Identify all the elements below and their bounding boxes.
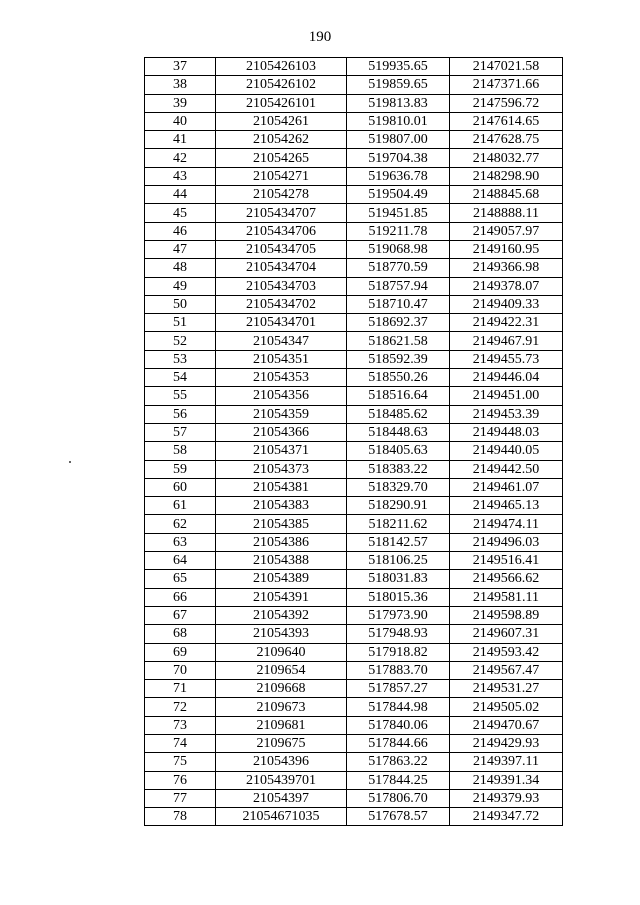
row-number-cell: 58 — [145, 442, 216, 460]
table-row — [145, 808, 563, 826]
table-row — [145, 789, 563, 807]
row-number-cell: 46 — [145, 222, 216, 240]
y-coordinate-cell: 2148032.77 — [450, 149, 563, 167]
y-coordinate-cell: 2149531.27 — [450, 680, 563, 698]
x-coordinate-cell: 517844.25 — [347, 771, 450, 789]
row-number-cell: 53 — [145, 350, 216, 368]
point-id-cell: 2109675 — [216, 734, 347, 752]
table-row — [145, 716, 563, 734]
table-row — [145, 588, 563, 606]
x-coordinate-cell: 517844.66 — [347, 734, 450, 752]
x-coordinate-cell: 518405.63 — [347, 442, 450, 460]
point-id-cell: 21054385 — [216, 515, 347, 533]
point-id-cell: 21054359 — [216, 405, 347, 423]
y-coordinate-cell: 2149429.93 — [450, 734, 563, 752]
x-coordinate-cell: 519504.49 — [347, 186, 450, 204]
x-coordinate-cell: 518757.94 — [347, 277, 450, 295]
point-id-cell: 2109654 — [216, 661, 347, 679]
x-coordinate-cell: 518211.62 — [347, 515, 450, 533]
point-id-cell: 21054262 — [216, 131, 347, 149]
point-id-cell: 21054396 — [216, 753, 347, 771]
row-number-cell: 56 — [145, 405, 216, 423]
y-coordinate-cell: 2147021.58 — [450, 58, 563, 76]
point-id-cell: 2105434702 — [216, 295, 347, 313]
row-number-cell: 71 — [145, 680, 216, 698]
row-number-cell: 59 — [145, 460, 216, 478]
table-row — [145, 533, 563, 551]
table-row — [145, 58, 563, 76]
y-coordinate-cell: 2149598.89 — [450, 606, 563, 624]
y-coordinate-cell: 2149593.42 — [450, 643, 563, 661]
point-id-cell: 21054371 — [216, 442, 347, 460]
point-id-cell: 21054392 — [216, 606, 347, 624]
x-coordinate-cell: 518485.62 — [347, 405, 450, 423]
x-coordinate-cell: 518290.91 — [347, 497, 450, 515]
y-coordinate-cell: 2149470.67 — [450, 716, 563, 734]
y-coordinate-cell: 2147614.65 — [450, 112, 563, 130]
point-id-cell: 21054278 — [216, 186, 347, 204]
x-coordinate-cell: 519859.65 — [347, 76, 450, 94]
x-coordinate-cell: 517806.70 — [347, 789, 450, 807]
y-coordinate-cell: 2148845.68 — [450, 186, 563, 204]
x-coordinate-cell: 519807.00 — [347, 131, 450, 149]
x-coordinate-cell: 519810.01 — [347, 112, 450, 130]
point-id-cell: 21054381 — [216, 478, 347, 496]
y-coordinate-cell: 2149440.05 — [450, 442, 563, 460]
y-coordinate-cell: 2149347.72 — [450, 808, 563, 826]
table-row — [145, 753, 563, 771]
table-row — [145, 405, 563, 423]
row-number-cell: 48 — [145, 259, 216, 277]
x-coordinate-cell: 518383.22 — [347, 460, 450, 478]
x-coordinate-cell: 518516.64 — [347, 387, 450, 405]
point-id-cell: 2109640 — [216, 643, 347, 661]
x-coordinate-cell: 519704.38 — [347, 149, 450, 167]
row-number-cell: 37 — [145, 58, 216, 76]
row-number-cell: 54 — [145, 369, 216, 387]
x-coordinate-cell: 518710.47 — [347, 295, 450, 313]
row-number-cell: 68 — [145, 625, 216, 643]
point-id-cell: 2105434705 — [216, 240, 347, 258]
point-id-cell: 21054388 — [216, 552, 347, 570]
point-id-cell: 2105426103 — [216, 58, 347, 76]
y-coordinate-cell: 2149607.31 — [450, 625, 563, 643]
row-number-cell: 60 — [145, 478, 216, 496]
x-coordinate-cell: 519636.78 — [347, 167, 450, 185]
y-coordinate-cell: 2149391.34 — [450, 771, 563, 789]
table-row — [145, 167, 563, 185]
table-row — [145, 680, 563, 698]
x-coordinate-cell: 517678.57 — [347, 808, 450, 826]
point-id-cell: 2109681 — [216, 716, 347, 734]
y-coordinate-cell: 2149461.07 — [450, 478, 563, 496]
x-coordinate-cell: 518448.63 — [347, 423, 450, 441]
table-row — [145, 94, 563, 112]
point-id-cell: 21054373 — [216, 460, 347, 478]
table-row — [145, 661, 563, 679]
table-row — [145, 442, 563, 460]
table-row — [145, 369, 563, 387]
y-coordinate-cell: 2149496.03 — [450, 533, 563, 551]
x-coordinate-cell: 518550.26 — [347, 369, 450, 387]
x-coordinate-cell: 518592.39 — [347, 350, 450, 368]
y-coordinate-cell: 2149442.50 — [450, 460, 563, 478]
table-row — [145, 423, 563, 441]
row-number-cell: 67 — [145, 606, 216, 624]
row-number-cell: 57 — [145, 423, 216, 441]
scan-speck — [69, 461, 71, 463]
row-number-cell: 63 — [145, 533, 216, 551]
row-number-cell: 41 — [145, 131, 216, 149]
point-id-cell: 21054383 — [216, 497, 347, 515]
point-id-cell: 21054397 — [216, 789, 347, 807]
y-coordinate-cell: 2149446.04 — [450, 369, 563, 387]
row-number-cell: 52 — [145, 332, 216, 350]
x-coordinate-cell: 519813.83 — [347, 94, 450, 112]
point-id-cell: 2105426101 — [216, 94, 347, 112]
x-coordinate-cell: 519211.78 — [347, 222, 450, 240]
table-row — [145, 734, 563, 752]
x-coordinate-cell: 517857.27 — [347, 680, 450, 698]
y-coordinate-cell: 2149467.91 — [450, 332, 563, 350]
point-id-cell: 21054389 — [216, 570, 347, 588]
point-id-cell: 21054391 — [216, 588, 347, 606]
table-row — [145, 497, 563, 515]
row-number-cell: 55 — [145, 387, 216, 405]
table-row — [145, 606, 563, 624]
point-id-cell: 2105434701 — [216, 314, 347, 332]
row-number-cell: 43 — [145, 167, 216, 185]
y-coordinate-cell: 2149516.41 — [450, 552, 563, 570]
y-coordinate-cell: 2149505.02 — [450, 698, 563, 716]
y-coordinate-cell: 2149567.47 — [450, 661, 563, 679]
table-row — [145, 131, 563, 149]
row-number-cell: 44 — [145, 186, 216, 204]
y-coordinate-cell: 2149474.11 — [450, 515, 563, 533]
x-coordinate-cell: 518329.70 — [347, 478, 450, 496]
x-coordinate-cell: 518770.59 — [347, 259, 450, 277]
x-coordinate-cell: 519451.85 — [347, 204, 450, 222]
x-coordinate-cell: 518142.57 — [347, 533, 450, 551]
y-coordinate-cell: 2149451.00 — [450, 387, 563, 405]
x-coordinate-cell: 519068.98 — [347, 240, 450, 258]
y-coordinate-cell: 2149465.13 — [450, 497, 563, 515]
table-row — [145, 771, 563, 789]
x-coordinate-cell: 518106.25 — [347, 552, 450, 570]
table-row — [145, 478, 563, 496]
row-number-cell: 62 — [145, 515, 216, 533]
y-coordinate-cell: 2149366.98 — [450, 259, 563, 277]
table-row — [145, 76, 563, 94]
x-coordinate-cell: 519935.65 — [347, 58, 450, 76]
x-coordinate-cell: 517883.70 — [347, 661, 450, 679]
point-id-cell: 21054356 — [216, 387, 347, 405]
row-number-cell: 75 — [145, 753, 216, 771]
table-row — [145, 625, 563, 643]
table-row — [145, 259, 563, 277]
row-number-cell: 38 — [145, 76, 216, 94]
table-row — [145, 570, 563, 588]
x-coordinate-cell: 517948.93 — [347, 625, 450, 643]
y-coordinate-cell: 2149057.97 — [450, 222, 563, 240]
row-number-cell: 72 — [145, 698, 216, 716]
y-coordinate-cell: 2149455.73 — [450, 350, 563, 368]
table-row — [145, 222, 563, 240]
row-number-cell: 66 — [145, 588, 216, 606]
row-number-cell: 65 — [145, 570, 216, 588]
table-row — [145, 295, 563, 313]
y-coordinate-cell: 2147596.72 — [450, 94, 563, 112]
x-coordinate-cell: 518692.37 — [347, 314, 450, 332]
y-coordinate-cell: 2147371.66 — [450, 76, 563, 94]
row-number-cell: 77 — [145, 789, 216, 807]
point-id-cell: 21054353 — [216, 369, 347, 387]
y-coordinate-cell: 2148298.90 — [450, 167, 563, 185]
x-coordinate-cell: 518031.83 — [347, 570, 450, 588]
point-id-cell: 2105434706 — [216, 222, 347, 240]
table-row — [145, 186, 563, 204]
table-row — [145, 277, 563, 295]
point-id-cell: 21054671035 — [216, 808, 347, 826]
point-id-cell: 21054386 — [216, 533, 347, 551]
row-number-cell: 76 — [145, 771, 216, 789]
y-coordinate-cell: 2149378.07 — [450, 277, 563, 295]
row-number-cell: 42 — [145, 149, 216, 167]
row-number-cell: 73 — [145, 716, 216, 734]
row-number-cell: 50 — [145, 295, 216, 313]
table-row — [145, 515, 563, 533]
table-row — [145, 240, 563, 258]
table-row — [145, 460, 563, 478]
y-coordinate-cell: 2149566.62 — [450, 570, 563, 588]
y-coordinate-cell: 2149397.11 — [450, 753, 563, 771]
point-id-cell: 21054261 — [216, 112, 347, 130]
y-coordinate-cell: 2149422.31 — [450, 314, 563, 332]
point-id-cell: 2105434703 — [216, 277, 347, 295]
point-id-cell: 21054351 — [216, 350, 347, 368]
row-number-cell: 39 — [145, 94, 216, 112]
point-id-cell: 2105439701 — [216, 771, 347, 789]
table-row — [145, 204, 563, 222]
y-coordinate-cell: 2149448.03 — [450, 423, 563, 441]
row-number-cell: 69 — [145, 643, 216, 661]
x-coordinate-cell: 517973.90 — [347, 606, 450, 624]
table-row — [145, 149, 563, 167]
row-number-cell: 64 — [145, 552, 216, 570]
row-number-cell: 45 — [145, 204, 216, 222]
page-number: 190 — [308, 29, 332, 45]
x-coordinate-cell: 518015.36 — [347, 588, 450, 606]
row-number-cell: 61 — [145, 497, 216, 515]
row-number-cell: 78 — [145, 808, 216, 826]
point-id-cell: 21054271 — [216, 167, 347, 185]
point-id-cell: 2105434704 — [216, 259, 347, 277]
table-row — [145, 387, 563, 405]
y-coordinate-cell: 2148888.11 — [450, 204, 563, 222]
table-row — [145, 332, 563, 350]
point-id-cell: 2109673 — [216, 698, 347, 716]
point-id-cell: 2109668 — [216, 680, 347, 698]
row-number-cell: 47 — [145, 240, 216, 258]
x-coordinate-cell: 517918.82 — [347, 643, 450, 661]
table-row — [145, 350, 563, 368]
point-id-cell: 21054265 — [216, 149, 347, 167]
x-coordinate-cell: 518621.58 — [347, 332, 450, 350]
table-row — [145, 112, 563, 130]
point-id-cell: 21054347 — [216, 332, 347, 350]
point-id-cell: 2105426102 — [216, 76, 347, 94]
row-number-cell: 49 — [145, 277, 216, 295]
point-id-cell: 2105434707 — [216, 204, 347, 222]
y-coordinate-cell: 2147628.75 — [450, 131, 563, 149]
coordinates-table — [144, 57, 563, 826]
y-coordinate-cell: 2149379.93 — [450, 789, 563, 807]
row-number-cell: 40 — [145, 112, 216, 130]
point-id-cell: 21054366 — [216, 423, 347, 441]
row-number-cell: 74 — [145, 734, 216, 752]
x-coordinate-cell: 517840.06 — [347, 716, 450, 734]
y-coordinate-cell: 2149160.95 — [450, 240, 563, 258]
table-row — [145, 643, 563, 661]
table-row — [145, 698, 563, 716]
y-coordinate-cell: 2149453.39 — [450, 405, 563, 423]
y-coordinate-cell: 2149581.11 — [450, 588, 563, 606]
row-number-cell: 70 — [145, 661, 216, 679]
row-number-cell: 51 — [145, 314, 216, 332]
y-coordinate-cell: 2149409.33 — [450, 295, 563, 313]
table-row — [145, 314, 563, 332]
x-coordinate-cell: 517863.22 — [347, 753, 450, 771]
point-id-cell: 21054393 — [216, 625, 347, 643]
table-row — [145, 552, 563, 570]
x-coordinate-cell: 517844.98 — [347, 698, 450, 716]
coordinates-table-body — [145, 58, 563, 826]
